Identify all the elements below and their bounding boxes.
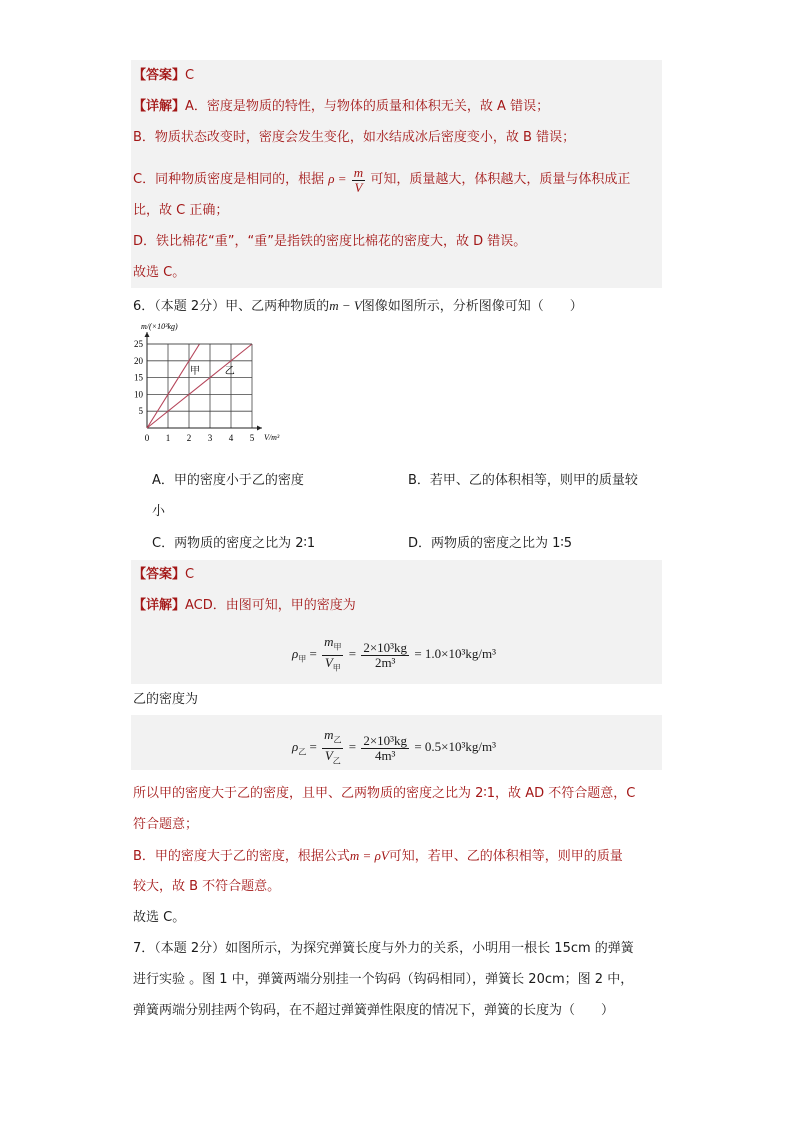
- formula-jia-density: $\rho_甲$ = $\frac{m_甲}{V_甲}$ = $\frac{\text{2×10³kg}}{\text{2m³}}$ = 1.0×10³kg/m³: [292, 634, 497, 673]
- q6-conclusion-1: 所以甲的密度大于乙的密度，且甲、乙两物质的密度之比为 2∶1，故 AD 不符合题意，C: [133, 786, 636, 801]
- q5-detail-c: C．同种物质密度是相同的，根据 ρ = $\frac{m}{V}$ 可知，质量越大，体积越大，质量与体积成正: [133, 164, 631, 195]
- x-tick-label: 3: [207, 433, 213, 443]
- q6-b-explain-2: 较大，故 B 不符合题意。: [133, 879, 281, 894]
- q6-conclusion-2: 符合题意；: [133, 817, 199, 832]
- x-axis-label: V/m³: [264, 433, 280, 442]
- x-tick-label: 1: [165, 433, 171, 443]
- yi-density-label: 乙的密度为: [133, 692, 199, 707]
- q6-answer: 【答案】C: [133, 567, 195, 582]
- q6-b-explain: B．甲的密度大于乙的密度，根据公式m = ρV可知，若甲、乙的体积相等，则甲的质量: [133, 848, 623, 864]
- q6-detail: 【详解】ACD．由图可知，甲的密度为: [133, 598, 356, 613]
- option-b: B．若甲、乙的体积相等，则甲的质量较: [408, 473, 638, 488]
- option-d: D．两物质的密度之比为 1∶5: [408, 536, 573, 551]
- option-a: A．甲的密度小于乙的密度: [152, 473, 304, 488]
- q5-detail-f: 故选 C。: [133, 265, 186, 280]
- series-line-2: [147, 344, 252, 428]
- q5-detail-d: 比，故 C 正确；: [133, 203, 229, 218]
- q5-answer: 【答案】C: [133, 68, 195, 83]
- y-axis-arrow: [145, 332, 150, 337]
- x-tick-label: 0: [144, 433, 150, 443]
- q6-end: 故选 C。: [133, 910, 186, 925]
- x-tick-label: 4: [228, 433, 234, 443]
- q7-line-3: 弹簧两端分别挂两个钩码，在不超过弹簧弹性限度的情况下，弹簧的长度为（ ）: [133, 1003, 615, 1018]
- option-b-cont: 小: [152, 504, 166, 519]
- series-label-yi: 乙: [224, 365, 235, 377]
- x-tick-label: 5: [249, 433, 255, 443]
- x-tick-label: 2: [186, 433, 192, 443]
- rho-formula: ρ = $\frac{m}{V}$: [328, 164, 364, 195]
- q5-detail-b: B．物质状态改变时，密度会发生变化，如水结成冰后密度变小，故 B 错误；: [133, 130, 576, 145]
- formula-yi-density: $\rho_乙$ = $\frac{m_乙}{V_乙}$ = $\frac{\text{2×10³kg}}{\text{4m³}}$ = 0.5×10³kg/m³: [292, 727, 497, 766]
- chart-layer: [134, 322, 280, 443]
- q7-line-2: 进行实验 。图 1 中，弹簧两端分别挂一个钩码（钩码相同），弹簧长 20cm；图 2 中，: [133, 972, 634, 987]
- option-c: C．两物质的密度之比为 2∶1: [152, 536, 316, 551]
- y-tick-label: 25: [134, 339, 143, 349]
- series-line-1: [147, 344, 200, 428]
- series-label-jia: 甲: [190, 365, 201, 377]
- q7-line-1: 7．（本题 2分）如图所示，为探究弹簧长度与外力的关系，小明用一根长 15cm 的弹簧: [133, 941, 634, 956]
- x-axis-arrow: [257, 426, 262, 431]
- y-tick-label: 5: [138, 406, 143, 417]
- y-tick-label: 15: [134, 372, 143, 383]
- y-tick-label: 20: [134, 355, 143, 366]
- y-tick-label: 10: [134, 389, 143, 400]
- y-axis-label: m/(×10³kg): [141, 322, 178, 331]
- q5-detail-e: D．铁比棉花“重”，“重”是指铁的密度比棉花的密度大，故 D 错误。: [133, 234, 527, 249]
- q5-detail-a: 【详解】A．密度是物质的特性，与物体的质量和体积无关，故 A 错误；: [133, 99, 550, 114]
- m-v-chart: [125, 322, 285, 462]
- q6-stem: 6．（本题 2分）甲、乙两种物质的m − V图像如图所示，分析图像可知（ ）: [133, 298, 583, 314]
